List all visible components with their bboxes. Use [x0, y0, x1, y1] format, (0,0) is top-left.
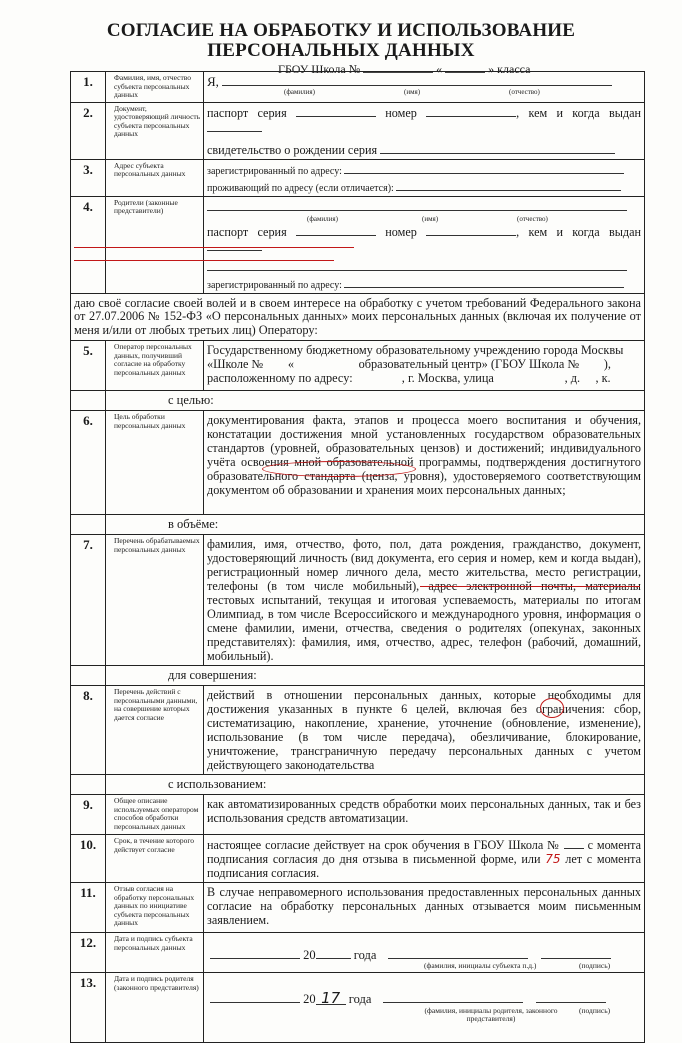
red-circle-mobile: [262, 461, 416, 477]
section-scope: в объёме:: [106, 515, 645, 535]
row-label: Дата и подпись родителя (законного представителя): [106, 973, 204, 1043]
section-actions: для совершения:: [106, 666, 645, 686]
section-purpose: с целью:: [106, 391, 645, 411]
row-number: 8.: [71, 686, 106, 775]
row-label: Фамилия, имя, отчество субъекта персональных данных: [106, 72, 204, 103]
row-number: 3.: [71, 159, 106, 196]
consent-form-table: [70, 71, 645, 1043]
subject-document-field[interactable]: паспорт серия номер , кем и когда выдан свидетельство о рождении серия: [204, 102, 645, 159]
subject-address-field[interactable]: зарегистрированный по адресу: проживающий по адресу (если отличается):: [204, 159, 645, 196]
withdrawal-text: В случае неправомерного использования предоставленных персональных данных согласие на обработку персональных данных отзывается моим письменным заявлением.: [204, 883, 645, 933]
parent-data-field[interactable]: (фамилия) (имя) (отчество) паспорт серия номер , кем и когда выдан зарегистрированный по адресу:: [204, 196, 645, 293]
row-number: 7.: [71, 535, 106, 666]
document-title-line1: СОГЛАСИЕ НА ОБРАБОТКУ И ИСПОЛЬЗОВАНИЕ: [106, 20, 576, 41]
methods-text: как автоматизированных средств обработки моих персональных данных, так и без использования средств автоматизации.: [204, 795, 645, 835]
row-9: [71, 795, 645, 835]
row-number: 9.: [71, 795, 106, 835]
row-label: Адрес субъекта персональных данных: [106, 159, 204, 196]
operator-field: Государственному бюджетному образовательному учреждению города Москвы «Школе № « образовательный центр» (ГБОУ Школа № ), расположенному по адресу: , г. Москва, улица , д. , к.: [204, 341, 645, 391]
school-class-line: ГБОУ Школа № « » класса: [278, 62, 531, 76]
row-5: [71, 341, 645, 391]
row-11: [71, 883, 645, 933]
row-number: 4.: [71, 196, 106, 293]
row-number: 13.: [71, 973, 106, 1043]
row-number: 5.: [71, 341, 106, 391]
row-number: 6.: [71, 411, 106, 515]
row-label: Оператор персональных данных, получивший согласие на обработку персональных данных: [106, 341, 204, 391]
red-underline-consent: [74, 247, 354, 248]
row-7: [71, 535, 645, 666]
subject-name-field[interactable]: Я, (фамилия) (имя) (отчество): [204, 72, 645, 103]
row-number: 11.: [71, 883, 106, 933]
sub-middle-name: (отчество): [509, 88, 540, 96]
purpose-text: документирования факта, этапов и процесса моего воспитания и обучения, констатации достижения мной установленных государством образовательных стандартов (уровней, образовательных цензов) и достижений; индивидуального учёта освоения мной образовательной программы, подтверждения достигнутого образовательного стандарта (ценза, уровня), удостоверяемого соответствующим документом об образовании и хранения моих персональных данных;: [204, 411, 645, 515]
row-number: 10.: [71, 835, 106, 883]
document-title-line2: ПЕРСОНАЛЬНЫХ ДАННЫХ: [207, 40, 475, 61]
validity-text: настоящее согласие действует на срок обучения в ГБОУ Школа № с момента подписания согласия до дня отзыва в письменной форме, или 75 лет с момента подписания согласия.: [204, 835, 645, 883]
row-10: [71, 835, 645, 883]
row-13: [71, 973, 645, 1043]
row-label: Документ, удостоверяющий личность субъекта персональных данных: [106, 102, 204, 159]
row-12: [71, 933, 645, 973]
red-underline-consent-2: [74, 260, 334, 261]
consent-statement-row: [71, 293, 645, 341]
row-1: [71, 72, 645, 103]
row-3: [71, 159, 645, 196]
subject-signature-field[interactable]: 20 года (фамилия, инициалы субъекта п.д.) (подпись): [204, 933, 645, 973]
parent-signature-field[interactable]: 20 17 года (фамилия, инициалы родителя, законного представителя) (подпись): [204, 973, 645, 1043]
years-value[interactable]: 75: [545, 852, 561, 866]
row-label: Срок, в течение которого действует согласие: [106, 835, 204, 883]
actions-text: действий в отношении персональных данных, которые необходимы для достижения указанных в пункте 6 целей, включая без ограничения: сбор, систематизацию, накопление, хранение, уточнение (обновление, изменение), использование (в том числе передача), обезличивание, блокирование, уничтожение, трансграничную передачу персональных данных с учетом действующего законодательства: [204, 686, 645, 775]
row-number: 12.: [71, 933, 106, 973]
row-label: Перечень обрабатываемых персональных данных: [106, 535, 204, 666]
row-label: Цель обработки персональных данных: [106, 411, 204, 515]
row-label: Перечень действий с персональными данными, на совершение которых дается согласие: [106, 686, 204, 775]
row-label: Родители (законные представители): [106, 196, 204, 293]
row-2: [71, 102, 645, 159]
row-4: [71, 196, 645, 293]
handwritten-year: 17: [316, 993, 346, 1005]
red-underline-actions: [420, 586, 640, 587]
row-label: Дата и подпись субъекта персональных данных: [106, 933, 204, 973]
row-label: Общее описание используемых оператором способов обработки персональных данных: [106, 795, 204, 835]
personal-data-list: фамилия, имя, отчество, фото, пол, дата рождения, гражданство, документ, удостоверяющий личность (вид документа, его серия и номер, кем и когда выдан), регистрационный номер личного дела, место жительства, место регистрации, телефоны (в том числе мобильный), адрес электронной почты, материалы тестовых испытаний, текущая и итоговая успеваемость, материалы по итогам Олимпиад, в том числе Всероссийского и международного уровня, информация о смене фамилии, имени, отчества, сведения о родителях (опекунах, законных представителях): фамилия, имя, отчество, адрес, телефон (рабочий, домашний, мобильный).: [204, 535, 645, 666]
row-number: 1.: [71, 72, 106, 103]
section-methods: с использованием:: [106, 775, 645, 795]
row-number: 2.: [71, 102, 106, 159]
consent-statement: даю своё согласие своей волей и в своем интересе на обработку с учетом требований Федерального закона от 27.07.2006 № 152-ФЗ «О персональных данных» моих персональных данных (включая их получение от меня и/или от любых третьих лиц) Оператору:: [71, 293, 645, 341]
red-circle-years: [540, 698, 564, 718]
row-label: Отзыв согласия на обработку персональных данных по инициативе субъекта персональных данных: [106, 883, 204, 933]
sub-last-name: (фамилия): [284, 88, 315, 96]
sub-first-name: (имя): [404, 88, 421, 96]
